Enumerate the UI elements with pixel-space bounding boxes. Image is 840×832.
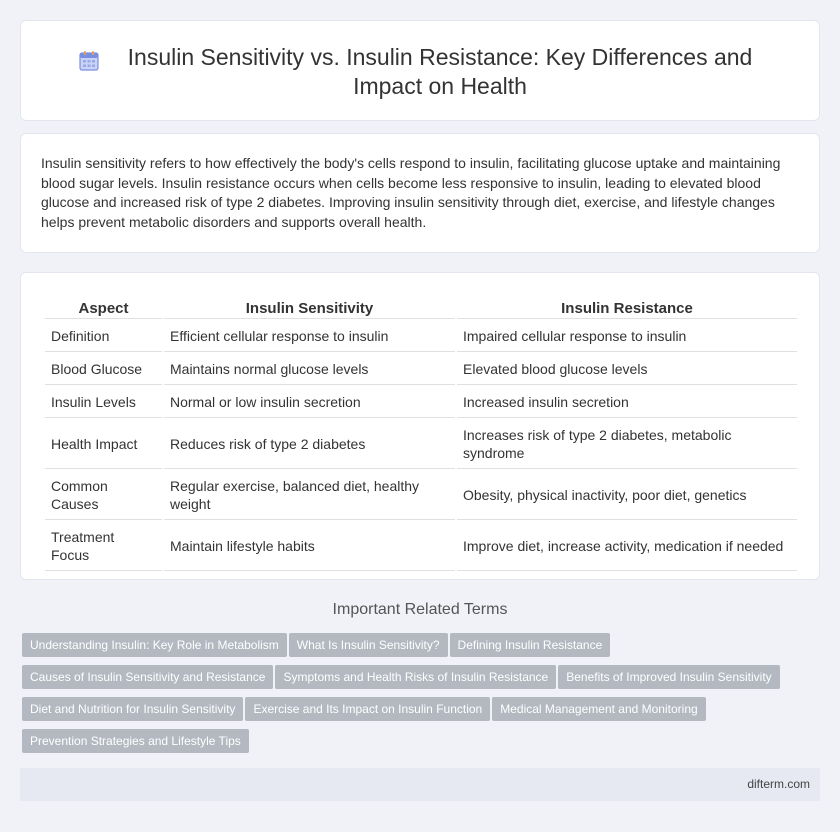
footer bbox=[20, 768, 820, 801]
header-insulin-sensitivity: Insulin Sensitivity bbox=[164, 295, 455, 319]
comparison-table bbox=[43, 293, 799, 573]
table-cell: Insulin Levels bbox=[45, 387, 162, 418]
table-cell: Regular exercise, balanced diet, healthy weight bbox=[164, 471, 455, 520]
table-cell: Elevated blood glucose levels bbox=[457, 354, 797, 385]
table-cell: Increased insulin secretion bbox=[457, 387, 797, 418]
table-cell: Maintains normal glucose levels bbox=[164, 354, 455, 385]
related-term-tag[interactable]: Exercise and Its Impact on Insulin Function bbox=[245, 697, 490, 721]
table-header-row bbox=[45, 295, 797, 319]
related-term-tag[interactable]: Diet and Nutrition for Insulin Sensitivity bbox=[22, 697, 243, 721]
related-term-tag[interactable]: Defining Insulin Resistance bbox=[450, 633, 611, 657]
related-term-tag[interactable]: Symptoms and Health Risks of Insulin Resistance bbox=[275, 665, 556, 689]
related-term-tag[interactable]: Causes of Insulin Sensitivity and Resistance bbox=[22, 665, 273, 689]
header-aspect: Aspect bbox=[45, 295, 162, 319]
title-card bbox=[20, 20, 820, 121]
table-cell: Treatment Focus bbox=[45, 522, 162, 571]
table-row bbox=[45, 354, 797, 385]
table-row bbox=[45, 420, 797, 469]
intro-paragraph: Insulin sensitivity refers to how effectively the body's cells respond to insulin, facilitating glucose uptake and maintaining blood sugar levels. Insulin resistance occurs when cells become less responsive to insulin, leading to elevated blood glucose and increased risk of type 2 diabetes. Improving insulin sensitivity through diet, exercise, and lifestyle changes helps prevent metabolic disorders and supports overall health. bbox=[41, 155, 781, 230]
table-row bbox=[45, 471, 797, 520]
related-terms-list bbox=[22, 633, 812, 761]
footer-site-link[interactable]: difterm.com bbox=[747, 777, 810, 791]
table-cell: Blood Glucose bbox=[45, 354, 162, 385]
table-row bbox=[45, 321, 797, 352]
table-cell: Impaired cellular response to insulin bbox=[457, 321, 797, 352]
table-row bbox=[45, 522, 797, 571]
table-cell: Increases risk of type 2 diabetes, metabolic syndrome bbox=[457, 420, 797, 469]
table-cell: Health Impact bbox=[45, 420, 162, 469]
table-cell: Reduces risk of type 2 diabetes bbox=[164, 420, 455, 469]
related-term-tag[interactable]: Prevention Strategies and Lifestyle Tips bbox=[22, 729, 249, 753]
header-insulin-resistance: Insulin Resistance bbox=[457, 295, 797, 319]
related-term-tag[interactable]: What Is Insulin Sensitivity? bbox=[289, 633, 448, 657]
table-cell: Common Causes bbox=[45, 471, 162, 520]
table-cell: Maintain lifestyle habits bbox=[164, 522, 455, 571]
table-cell: Definition bbox=[45, 321, 162, 352]
related-term-tag[interactable]: Medical Management and Monitoring bbox=[492, 697, 705, 721]
intro-card bbox=[20, 133, 820, 253]
table-cell: Obesity, physical inactivity, poor diet, genetics bbox=[457, 471, 797, 520]
comparison-card bbox=[20, 272, 820, 580]
table-cell: Efficient cellular response to insulin bbox=[164, 321, 455, 352]
related-terms-heading: Important Related Terms bbox=[332, 601, 508, 618]
table-cell: Improve diet, increase activity, medication if needed bbox=[457, 522, 797, 571]
table-row bbox=[45, 387, 797, 418]
page-title: Insulin Sensitivity vs. Insulin Resistance: Key Differences and Impact on Health bbox=[127, 44, 753, 99]
related-term-tag[interactable]: Understanding Insulin: Key Role in Metabolism bbox=[22, 633, 287, 657]
table-cell: Normal or low insulin secretion bbox=[164, 387, 455, 418]
related-term-tag[interactable]: Benefits of Improved Insulin Sensitivity bbox=[558, 665, 779, 689]
